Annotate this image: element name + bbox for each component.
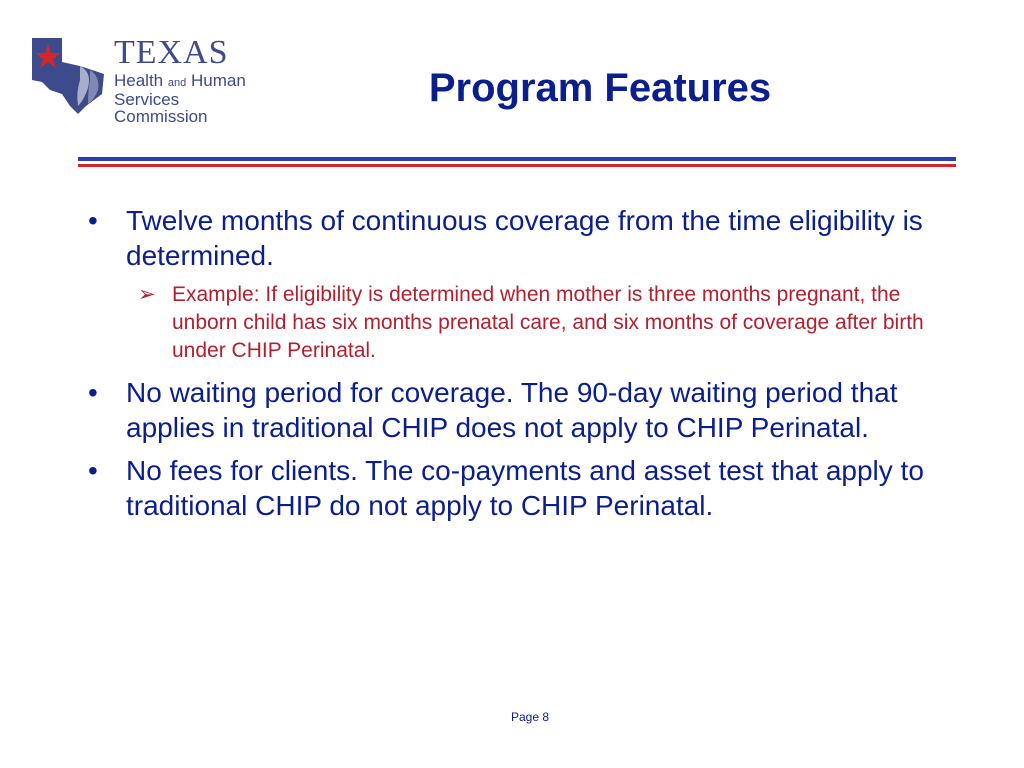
bullet-text: No fees for clients. The co-payments and asset test that apply to traditional CHIP do not apply to CHIP Perinatal. [126,455,924,521]
title-rule-red [78,164,956,167]
logo-human: Human [190,71,246,90]
bullet-dot-icon: • [88,205,98,236]
sub-bullet-item [138,281,948,365]
texas-map-logo-icon [28,36,112,116]
logo-texas: TEXAS [114,34,229,71]
arrow-bullet-icon: ➢ [138,283,156,306]
page-number: Page 8 [511,710,550,724]
bullet-dot-icon: • [88,455,98,486]
slide-content [88,203,948,531]
logo-services-commission: Services Commission [114,90,208,126]
bullet-item [88,375,948,445]
logo-and: and [167,77,187,89]
sub-bullet-text: Example: If eligibility is determined when mother is three months pregnant, the unborn child has six months prenatal care, and six months of coverage after birth under CHIP Perinatal. [172,283,924,362]
bullet-dot-icon: • [88,377,98,408]
title-rule-blue [78,157,956,161]
logo-health: Health [114,71,164,90]
bullet-text: No waiting period for coverage. The 90-day waiting period that applies in traditional CHIP does not apply to CHIP Perinatal. [126,377,898,443]
slide-title: Program Features [428,66,772,110]
bullet-item [88,453,948,523]
texas-hhsc-logo [28,34,268,126]
bullet-text: Twelve months of continuous coverage from the time eligibility is determined. [126,205,923,271]
bullet-item [88,203,948,273]
